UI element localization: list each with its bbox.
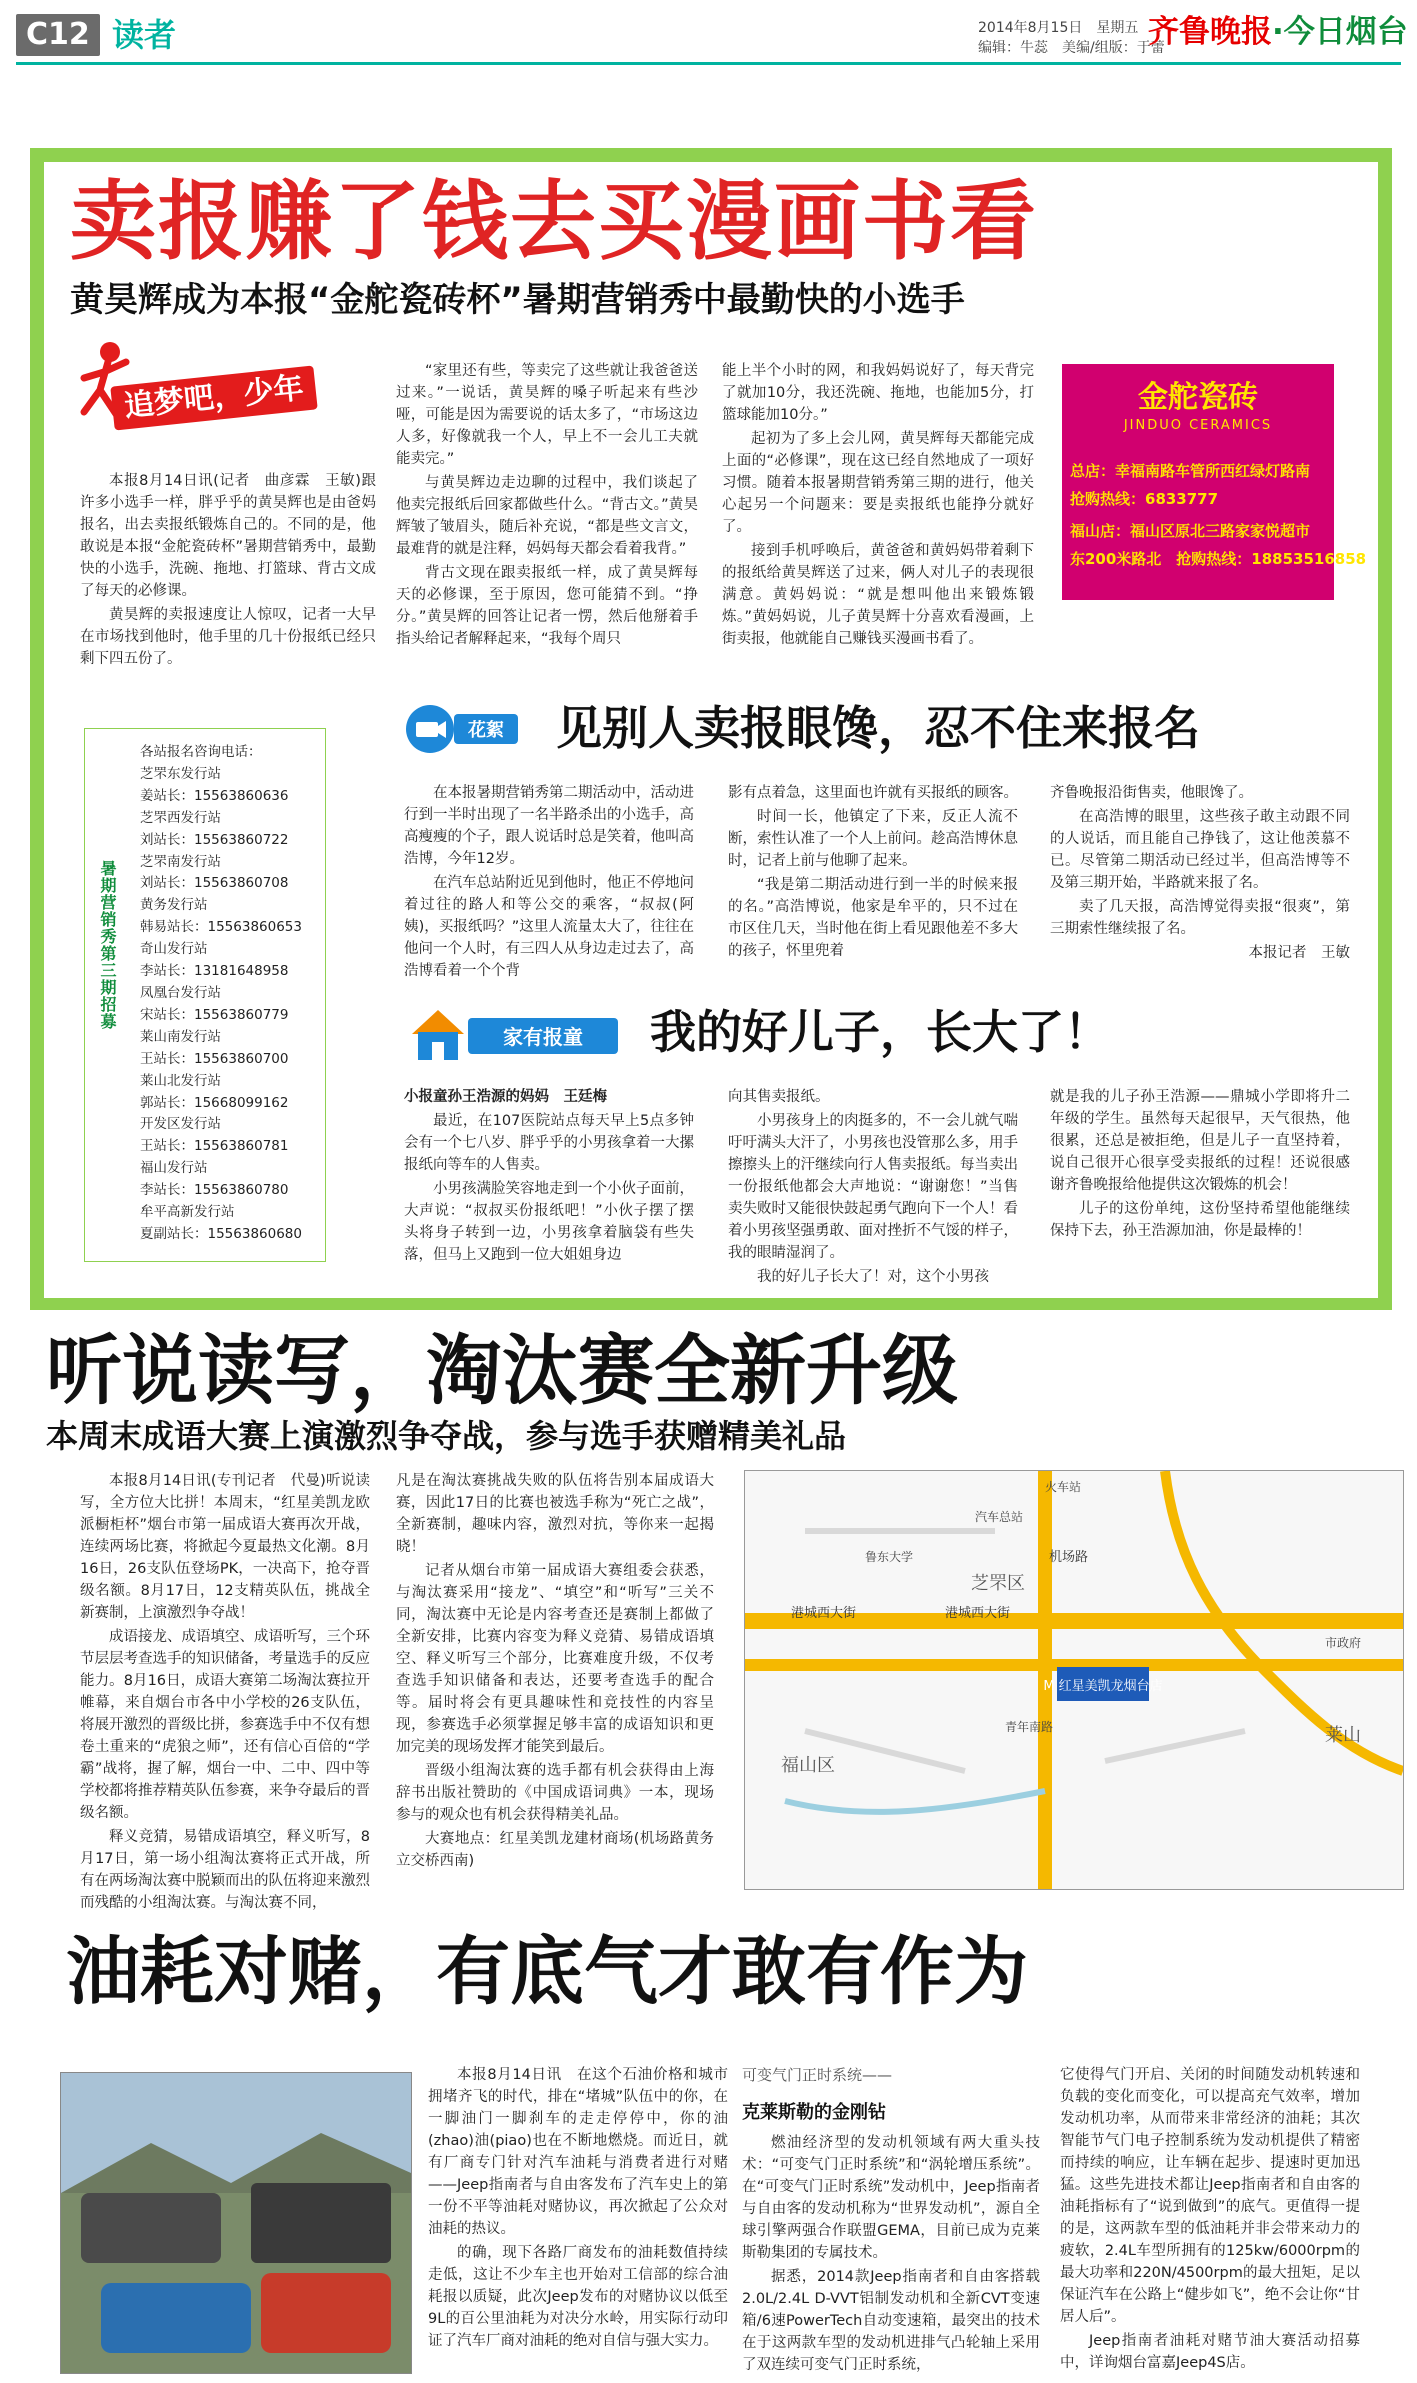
paragraph: 记者从烟台市第一届成语大赛组委会获悉，与淘汰赛采用“接龙”、“填空”和“听写”三关不同，淘汰赛中无论是内容考查还是赛制上都做了全新安排，比赛内容变为释义竞猜、易错成语填空、释义听写三个部分，比赛难度升级，不仅考查选手知识储备和表达，还要考查选手的配合等。届时将会有更具趣味性和竞技性的内容呈现，参赛选手必须掌握足够丰富的成语知识和更加完美的现场发挥才能笑到最后。 xyxy=(396,1563,714,1755)
header-meta xyxy=(978,18,1165,58)
advertisement[interactable] xyxy=(1062,364,1367,600)
ad-brand-en: JINDUO CERAMICS xyxy=(1123,418,1273,433)
ad-line: 总店：幸福南路车管所西红绿灯路南 xyxy=(1070,462,1311,480)
district-label: 芝罘区 xyxy=(971,1573,1025,1594)
paragraph: 背古文现在跟卖报纸一样，成了黄昊辉每天的必修课，至于原因，您可能猜不到。“挣分。”黄昊辉的回答让记者一愣，然后他掰着手指头给记者解释起来，“我每个周只 xyxy=(396,565,698,647)
ad-line: 福山店：福山区原北三路家家悦超市 xyxy=(1070,522,1311,540)
jeep-column-1 xyxy=(428,2064,728,2354)
district-label: 福山区 xyxy=(781,1755,835,1776)
signup-list xyxy=(140,742,320,1246)
list-item: 奇山发行站 xyxy=(140,941,208,958)
list-item: 王站长：15563860700 xyxy=(140,1050,289,1067)
map-label: 青年南路 xyxy=(1005,1720,1054,1734)
paragraph: 最近，在107医院站点每天早上5点多钟会有一个七八岁、胖乎乎的小男孩拿着一大摞报纸向等车的人售卖。 xyxy=(404,1113,694,1173)
list-item: 芝罘南发行站 xyxy=(140,853,221,870)
road-label: 港城西大街 xyxy=(945,1606,1011,1621)
venue-map xyxy=(744,1470,1404,1890)
list-item: 刘站长：15563860722 xyxy=(140,831,289,848)
paragraph: 大赛地点：红星美凯龙建材商场(机场路黄务立交桥西南) xyxy=(396,1831,714,1869)
list-item: 夏副站长：15563860680 xyxy=(140,1225,302,1242)
list-item: 莱山北发行站 xyxy=(140,1072,221,1089)
paragraph: 黄昊辉的卖报速度让人惊叹，记者一大早在市场找到他时，他手里的几十份报纸已经只剩下四五份了。 xyxy=(80,607,376,667)
district-label: 莱山 xyxy=(1325,1725,1361,1746)
frame-border xyxy=(1378,148,1392,1310)
paragraph: 向其售卖报纸。 xyxy=(728,1089,830,1105)
paragraph: 本报8月14日讯(专刊记者 代曼)听说读写，全方位大比拼！本周末，“红星美凯龙欧派橱柜杯”烟台市第一届成语大赛再次开战，连续两场比赛，将掀起今夏最热文化潮。8月16日，26支队伍登场PK，一决高下，抢夺晋级名额。8月17日，12支精英队伍，挑战全新赛制，上演激烈争夺战！ xyxy=(80,1473,370,1621)
date-line: 2014年8月15日 星期五 xyxy=(978,20,1139,36)
paragraph: 本报8月14日讯(记者 曲彦霖 王敏)跟许多小选手一样，胖乎乎的黄昊辉也是由爸妈报名，出去卖报纸锻炼自己的。不同的是，他敢说是本报“金舵瓷砖杯”暑期营销秀中，最勤快的小选手，洗碗、拖地、打篮球、背古文成了每天的必修课。 xyxy=(80,473,376,599)
paragraph: 影有点着急，这里面也许就有买报纸的顾客。 xyxy=(728,785,1018,801)
list-item: 姜站长：15563860636 xyxy=(140,787,289,804)
list-item: 李站长：15563860780 xyxy=(140,1182,289,1199)
list-item: 芝罘西发行站 xyxy=(140,809,221,826)
paragraph: 起初为了多上会儿网，黄昊辉每天都能完成上面的“必修课”，现在这已经自然地成了一项好习惯。随着本报暑期营销秀第三期的进行，他关心起另一个问题来：要是卖报纸也能挣分就好了。 xyxy=(722,431,1034,535)
sec3-column-1 xyxy=(404,1086,694,1268)
paragraph: 儿子的这份单纯，这份坚持希望他能继续保持下去，孙王浩源加油，你是最棒的！ xyxy=(1050,1201,1350,1239)
section2-headline: 见别人卖报眼馋，忍不住来报名 xyxy=(556,701,1200,755)
lead-headline: 卖报赚了钱去买漫画书看 xyxy=(70,172,1038,272)
paragraph: 时间一长，他镇定了下来，反正人流不断，索性认准了一个人上前问。趁高浩博休息时，记者上前与他聊了起来。 xyxy=(728,809,1018,869)
list-item: 凤凰台发行站 xyxy=(140,984,221,1001)
venue-marker: M 红星美凯龙烟台店 xyxy=(1043,1679,1163,1694)
section3-headline: 我的好儿子，长大了！ xyxy=(650,1005,1110,1059)
camera-icon xyxy=(404,702,522,756)
paragraph: 接到手机呼唤后，黄爸爸和黄妈妈带着剩下的报纸给黄昊辉送了过来，俩人对儿子的表现很满意。黄妈妈说：“就是想叫他出来锻炼锻炼。”黄妈妈说，儿子黄昊辉十分喜欢看漫画，上街卖报，他就能自己赚钱买漫画书看了。 xyxy=(722,543,1034,647)
idiom-headline: 听说读写，淘汰赛全新升级 xyxy=(46,1326,958,1415)
list-item: 各站报名咨询电话： xyxy=(140,744,262,760)
byline: 本报记者 王敏 xyxy=(1248,945,1350,961)
paragraph: 燃油经济型的发动机领域有两大重头技术：“可变气门正时系统”和“涡轮增压系统”。在“可变气门正时系统”发动机中，Jeep指南者与自由客的发动机称为“世界发动机”，源自全球引擎两强合作联盟GEMA，目前已成为克莱斯勒集团的专属技术。 xyxy=(742,2135,1040,2261)
house-icon xyxy=(404,1004,624,1064)
paragraph: 凡是在淘汰赛挑战失败的队伍将告别本届成语大赛，因此17日的比赛也被选手称为“死亡之战”，全新赛制，趣味内容，激烈对抗，等你来一起揭晓！ xyxy=(396,1473,714,1555)
lead-column-1 xyxy=(80,470,376,672)
section-name: 读者 xyxy=(112,16,177,54)
map-label: 鲁东大学 xyxy=(865,1550,914,1564)
paragraph: 释义竞猜，易错成语填空，释义听写，8月17日，第一场小组淘汰赛将正式开战，所有在两场淘汰赛中脱颖而出的队伍将迎来激烈而残酷的小组淘汰赛。与淘汰赛不同， xyxy=(80,1829,370,1911)
ad-hotline: 东200米路北 抢购热线：18853516858 xyxy=(1070,550,1367,568)
car-photo xyxy=(60,2072,412,2374)
byline: 小报童孙王浩源的妈妈 王廷梅 xyxy=(404,1089,607,1105)
paragraph: 在高浩博的眼里，这些孩子敢主动跟不同的人说话，而且能自己挣钱了，这让他羡慕不已。尽管第二期活动已经过半，但高浩博等不及第三期开始，半路就来报了名。 xyxy=(1050,809,1350,891)
paragraph: 卖了几天报，高浩博觉得卖报“很爽”，第三期索性继续报了名。 xyxy=(1050,899,1350,937)
paragraph: 本报8月14日讯 在这个石油价格和城市拥堵齐飞的时代，排在“堵城”队伍中的你，在一脚油门一脚刹车的走走停停中，你的油(zhao)油(piao)也在不断地燃烧。而近日，就有厂商专门针对汽车油耗与消费者进行对赌——Jeep指南者与自由客发布了汽车史上的第一份不平等油耗对赌协议，再次掀起了公众对油耗的热议。 xyxy=(428,2067,728,2237)
paragraph: 我的好儿子长大了！对，这个小男孩 xyxy=(757,1269,989,1285)
ad-hotline: 抢购热线：6833777 xyxy=(1070,490,1219,508)
frame-border xyxy=(30,148,1392,162)
icon-label: 花絮 xyxy=(468,720,504,741)
list-item: 开发区发行站 xyxy=(140,1116,221,1133)
paragraph: 晋级小组淘汰赛的选手都有机会获得由上海辞书出版社赞助的《中国成语词典》一本，现场参与的观众也有机会获得精美礼品。 xyxy=(396,1763,714,1823)
lead-subheadline: 黄昊辉成为本报“金舵瓷砖杯”暑期营销秀中最勤快的小选手 xyxy=(70,280,965,320)
paragraph: 在汽车总站附近见到他时，他正不停地问着过往的路人和等公交的乘客，“叔叔(阿姨)，买报纸吗？”这里人流量太大了，往往在他问一个人时，有三四人从身边走过去了，高浩博看着一个个背 xyxy=(404,875,694,979)
idiom-column-2 xyxy=(396,1470,714,1874)
road-label: 港城西大街 xyxy=(791,1606,857,1621)
paragraph: “我是第二期活动进行到一半的时候来报的名。”高浩博说，他家是牟平的，只不过在市区住几天，当时他在街上看见跟他差不多大的孩子，怀里兜着 xyxy=(728,877,1018,959)
list-item: 黄务发行站 xyxy=(140,897,208,914)
list-item: 莱山南发行站 xyxy=(140,1028,221,1045)
jeep-headline: 油耗对赌，有底气才敢有作为 xyxy=(66,1929,1028,2015)
paragraph: “家里还有些，等卖完了这些就让我爸爸送过来。”一说话，黄昊辉的嗓子听起来有些沙哑，可能是因为需要说的话太多了，“市场这边人多，好像就我一个人，早上不一会儿工夫就能卖完。” xyxy=(396,363,698,467)
icon-label: 家有报童 xyxy=(503,1025,583,1049)
page-number: C12 xyxy=(16,14,100,56)
column-logo: 追梦吧，少年 xyxy=(110,365,317,430)
sec2-column-2 xyxy=(728,782,1018,964)
road-label: 机场路 xyxy=(1049,1550,1089,1565)
paragraph: Jeep指南者油耗对赌节油大赛活动招募中，详询烟台富嘉Jeep4S店。 xyxy=(1060,2333,1360,2371)
paragraph: 就是我的儿子孙王浩源——鼎城小学即将升二年级的学生。虽然每天起很早，天气很热，他很累，还总是被拒绝，但是儿子一直坚持着，说自己很开心很享受卖报纸的过程！还说很感谢齐鲁晚报给他提供这次锻炼的机会！ xyxy=(1050,1089,1350,1193)
list-item: 福山发行站 xyxy=(140,1160,208,1177)
lead-column-3 xyxy=(722,360,1034,652)
frame-border xyxy=(30,1298,1392,1310)
frame-border xyxy=(30,728,44,1310)
jeep-column-3 xyxy=(1060,2064,1360,2376)
idiom-subheadline: 本周末成语大赛上演激烈争夺战，参与选手获赠精美礼品 xyxy=(46,1417,847,1455)
paragraph: 齐鲁晚报沿街售卖，他眼馋了。 xyxy=(1050,785,1253,801)
jeep-subhead: 可变气门正时系统—— xyxy=(742,2066,893,2084)
frame-border xyxy=(30,148,44,728)
header-rule xyxy=(16,62,1401,65)
sec2-column-3 xyxy=(1050,782,1350,966)
sec2-column-1 xyxy=(404,782,694,984)
map-label: 汽车总站 xyxy=(975,1510,1024,1524)
list-item: 刘站长：15563860708 xyxy=(140,875,289,892)
list-item: 芝罘东发行站 xyxy=(140,765,221,782)
list-item: 李站长：13181648958 xyxy=(140,963,289,980)
paragraph: 成语接龙、成语填空、成语听写，三个环节层层考查选手的知识储备，考量选手的反应能力。8月16日，成语大赛第二场淘汰赛拉开帷幕，来自烟台市各中小学校的26支队伍，将展开激烈的晋级比拼，参赛选手中不仅有想卷土重来的“虎狼之师”，还有信心百倍的“学霸”战将，握了解，烟台一中、二中、四中等学校都将推荐精英队伍参赛，来争夺最后的晋级名额。 xyxy=(80,1629,370,1821)
paragraph: 能上半个小时的网，和我妈妈说好了，每天背完了就加10分，我还洗碗、拖地，也能加5分，打篮球能加10分。” xyxy=(722,363,1034,423)
list-item: 宋站长：15563860779 xyxy=(140,1006,289,1023)
newspaper-logo: 齐鲁晚报 xyxy=(1148,14,1272,50)
list-item: 王站长：15563860781 xyxy=(140,1138,289,1155)
sec3-column-3 xyxy=(1050,1086,1350,1244)
editor-line: 编辑：牛蕊 美编/组版：于蕾 xyxy=(978,40,1165,56)
idiom-column-1 xyxy=(80,1470,370,1916)
list-item: 韩易站长：15563860653 xyxy=(140,919,302,936)
list-item: 牟平高新发行站 xyxy=(140,1204,235,1221)
jeep-subhead-bold: 克莱斯勒的金刚钻 xyxy=(742,2102,886,2123)
paragraph: 它使得气门开启、关闭的时间随发动机转速和负载的变化而变化，可以提高充气效率，增加发动机功率，从而带来非常经济的油耗；其次智能节气门电子控制系统为发动机提供了精密而持续的响应，让车辆在起步、提速时更加迅猛。这些先进技术都让Jeep指南者和自由客的油耗指标有了“说到做到”的底气。更值得一提的是，这两款车型的低油耗并非会带来动力的疲软，2.4L车型所拥有的125kw/6000rpm的最大功率和220N/4500rpm的最大扭矩，足以保证汽车在公路上“健步如飞”，绝不会让你“甘居人后”。 xyxy=(1060,2067,1360,2325)
ad-brand: 金舵瓷砖 xyxy=(1138,380,1258,415)
paragraph: 小男孩满脸笑容地走到一个小伙子面前，大声说：“叔叔买份报纸吧！”小伙子摆了摆头将身子转到一边，小男孩拿着脑袋有些失落，但马上又跑到一位大姐姐身边 xyxy=(404,1181,694,1263)
map-label: 市政府 xyxy=(1325,1636,1362,1650)
lead-column-2 xyxy=(396,360,698,652)
map-label: 火车站 xyxy=(1045,1480,1082,1494)
paragraph: 据悉，2014款Jeep指南者和自由客搭载2.0L/2.4L D-VVT铝制发动机和全新CVT变速箱/6速PowerTech自动变速箱，最突出的技术在于这两款车型的发动机进排气凸轮轴上采用了双连续可变气门正时系统， xyxy=(742,2269,1040,2373)
edition-name: ·今日烟台 xyxy=(1272,14,1408,50)
paragraph: 与黄昊辉边走边聊的过程中，我们谈起了他卖完报纸后回家都做些什么。“背古文。”黄昊辉皱了皱眉头，随后补充说，“都是些文言文，最难背的就是注释，妈妈每天都会看着我背。” xyxy=(396,475,698,557)
list-item: 郭站长：15668099162 xyxy=(140,1094,289,1111)
jeep-column-2 xyxy=(742,2132,1040,2378)
sidebar-title: 暑期营销秀第三期招募 xyxy=(98,860,117,1030)
sec3-column-2 xyxy=(728,1086,1018,1290)
paragraph: 在本报暑期营销秀第二期活动中，活动进行到一半时出现了一名半路杀出的小选手，高高瘦瘦的个子，跟人说话时总是笑着，他叫高浩博，今年12岁。 xyxy=(404,785,694,867)
paragraph: 小男孩身上的肉挺多的，不一会儿就气喘吁吁满头大汗了，小男孩也没管那么多，用手擦擦头上的汗继续向行人售卖报纸。每当卖出一份报纸他都会大声地说：“谢谢您！”当售卖失败时又能很快鼓起勇气跑向下一个人！看着小男孩坚强勇敢、面对挫折不气馁的样子，我的眼睛湿润了。 xyxy=(728,1113,1018,1261)
paragraph: 的确，现下各路厂商发布的油耗数值持续走低，这让不少车主也开始对工信部的综合油耗报以质疑，此次Jeep发布的对赌协议以低至9L的百公里油耗为对决分水岭，用实际行动印证了汽车厂商对油耗的绝对自信与强大实力。 xyxy=(428,2245,728,2349)
